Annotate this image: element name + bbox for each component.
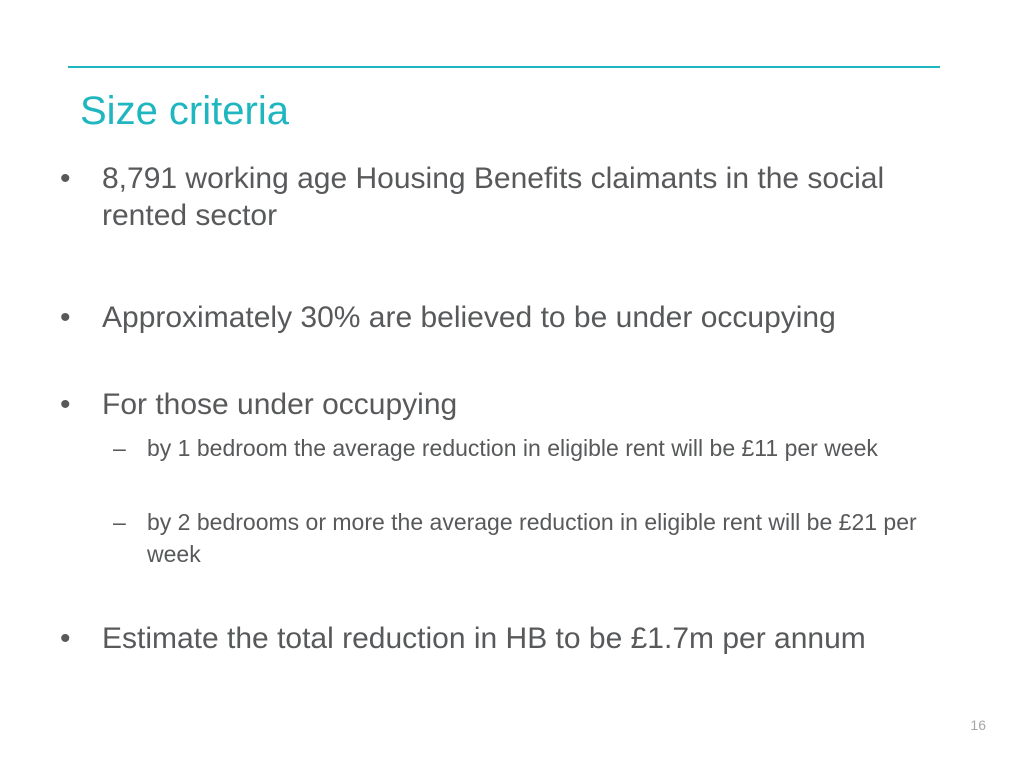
bullet-marker: • xyxy=(60,162,71,195)
bullet-text: Approximately 30% are believed to be under occupying xyxy=(102,301,836,334)
sub-bullet-text: by 2 bedrooms or more the average reduction in eligible rent will be £21 per week xyxy=(147,509,917,567)
bullet-item xyxy=(60,386,940,423)
bullet-item xyxy=(60,299,940,336)
page-number: 16 xyxy=(970,717,986,733)
sub-bullet-item xyxy=(113,432,933,464)
slide-title: Size criteria xyxy=(80,89,289,133)
sub-bullet-marker: – xyxy=(113,509,126,535)
sub-bullet-item xyxy=(113,506,933,570)
bullet-marker: • xyxy=(60,622,71,655)
bullet-item xyxy=(60,620,940,657)
sub-bullet-text: by 1 bedroom the average reduction in eligible rent will be £11 per week xyxy=(147,435,878,461)
bullet-item xyxy=(60,160,940,234)
bullet-text: 8,791 working age Housing Benefits claimants in the social rented sector xyxy=(102,162,885,232)
sub-bullet-marker: – xyxy=(113,435,126,461)
bullet-marker: • xyxy=(60,301,71,334)
bullet-text: For those under occupying xyxy=(102,388,458,421)
bullet-text: Estimate the total reduction in HB to be £1.7m per annum xyxy=(102,622,866,655)
bullet-marker: • xyxy=(60,388,71,421)
